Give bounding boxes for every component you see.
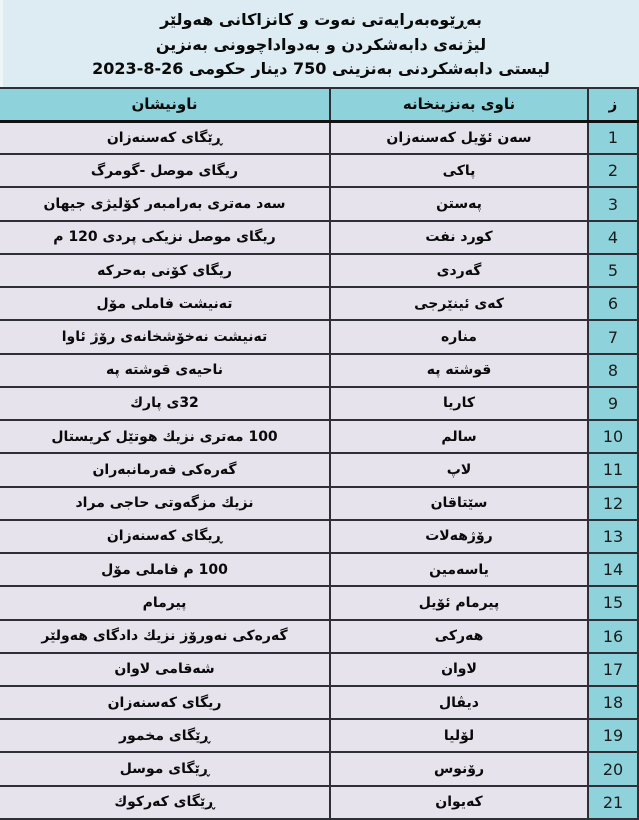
address-cell: شەقامی لاوان bbox=[0, 653, 330, 686]
row-number-cell: 6 bbox=[588, 287, 638, 320]
table-row bbox=[0, 154, 638, 187]
station-name-cell: کەیوان bbox=[330, 786, 588, 819]
address-cell: تەنیشت نەخۆشخانەی رۆژ ئاوا bbox=[0, 320, 330, 353]
table-row bbox=[0, 453, 638, 486]
address-cell: تەنیشت فاملی مۆل bbox=[0, 287, 330, 320]
row-number-cell: 15 bbox=[588, 586, 638, 619]
row-number-cell: 1 bbox=[588, 121, 638, 154]
address-cell: نزیك مزگەوتی حاجی مراد bbox=[0, 487, 330, 520]
title-committee: لیژنەی دابەشکردن و بەدواداچوونی بەنزین bbox=[155, 34, 487, 54]
station-name-cell: دیڤال bbox=[330, 686, 588, 719]
address-cell: 100 مەتری نزیك هوتێل کریستال bbox=[0, 420, 330, 453]
station-name-cell: لاوان bbox=[330, 653, 588, 686]
title-list-date: لیستی دابەشکردنی بەنزینی 750 دینار حکومی 26-8-2023 bbox=[92, 59, 550, 79]
table-row bbox=[0, 121, 638, 154]
address-cell: ڕێگای کەرکوك bbox=[0, 786, 330, 819]
address-cell: ریگای کۆنی بەحرکە bbox=[0, 254, 330, 287]
table-row bbox=[0, 752, 638, 785]
row-number-cell: 5 bbox=[588, 254, 638, 287]
station-name-cell: قوشتە پە bbox=[330, 354, 588, 387]
table-row bbox=[0, 719, 638, 752]
station-name-cell: سالم bbox=[330, 420, 588, 453]
station-name-cell: پیرمام ئۆیل bbox=[330, 586, 588, 619]
address-cell: گەرەکی فەرمانبەران bbox=[0, 453, 330, 486]
column-header-index: ز bbox=[588, 88, 638, 121]
table-row bbox=[0, 254, 638, 287]
table-row bbox=[0, 387, 638, 420]
address-cell: پیرمام bbox=[0, 586, 330, 619]
table-row bbox=[0, 653, 638, 686]
station-name-cell: سەن ئۆیل کەسنەزان bbox=[330, 121, 588, 154]
station-name-cell: مناره bbox=[330, 320, 588, 353]
address-cell: 100 م فاملی مۆل bbox=[0, 553, 330, 586]
document-header bbox=[0, 0, 639, 87]
row-number-cell: 7 bbox=[588, 320, 638, 353]
table-row bbox=[0, 187, 638, 220]
table-row bbox=[0, 686, 638, 719]
address-cell: ریگای موصل -گومرگ bbox=[0, 154, 330, 187]
table-row bbox=[0, 354, 638, 387]
table-header-row bbox=[0, 88, 638, 121]
table-row bbox=[0, 420, 638, 453]
row-number-cell: 19 bbox=[588, 719, 638, 752]
address-cell: ڕێگای مخمور bbox=[0, 719, 330, 752]
row-number-cell: 18 bbox=[588, 686, 638, 719]
station-name-cell: لاپ bbox=[330, 453, 588, 486]
table-row bbox=[0, 287, 638, 320]
row-number-cell: 10 bbox=[588, 420, 638, 453]
address-cell: 32ی پارك bbox=[0, 387, 330, 420]
title-directorate: بەڕێوەبەرایەتی نەوت و کانزاکانی هەولێر bbox=[160, 10, 482, 30]
address-cell: گەرەکی نەورۆز نزیك دادگای هەولێر bbox=[0, 620, 330, 653]
station-name-cell: لۆلیا bbox=[330, 719, 588, 752]
table-row bbox=[0, 221, 638, 254]
row-number-cell: 17 bbox=[588, 653, 638, 686]
row-number-cell: 16 bbox=[588, 620, 638, 653]
station-name-cell: هەرکی bbox=[330, 620, 588, 653]
station-name-cell: کورد نفت bbox=[330, 221, 588, 254]
address-cell: ریگای موصل نزیکی پردی 120 م bbox=[0, 221, 330, 254]
table-row bbox=[0, 786, 638, 819]
table-row bbox=[0, 320, 638, 353]
stations-table bbox=[0, 87, 639, 820]
address-cell: ریگای کەسنەزان bbox=[0, 686, 330, 719]
station-name-cell: رۆژهەلات bbox=[330, 520, 588, 553]
station-name-cell: یاسەمین bbox=[330, 553, 588, 586]
table-row bbox=[0, 553, 638, 586]
station-name-cell: کاریا bbox=[330, 387, 588, 420]
address-cell: ناحیەی قوشتە پە bbox=[0, 354, 330, 387]
table-row bbox=[0, 487, 638, 520]
address-cell: سەد مەتری بەرامبەر کۆلیژی جیهان bbox=[0, 187, 330, 220]
station-name-cell: پەستن bbox=[330, 187, 588, 220]
row-number-cell: 4 bbox=[588, 221, 638, 254]
table-row bbox=[0, 620, 638, 653]
row-number-cell: 12 bbox=[588, 487, 638, 520]
row-number-cell: 13 bbox=[588, 520, 638, 553]
station-name-cell: کەی ئینێرجی bbox=[330, 287, 588, 320]
row-number-cell: 8 bbox=[588, 354, 638, 387]
row-number-cell: 14 bbox=[588, 553, 638, 586]
row-number-cell: 2 bbox=[588, 154, 638, 187]
column-header-station: ناوی بەنزینخانە bbox=[330, 88, 588, 121]
table-row bbox=[0, 586, 638, 619]
row-number-cell: 20 bbox=[588, 752, 638, 785]
address-cell: ڕێگای موسل bbox=[0, 752, 330, 785]
station-name-cell: گەردی bbox=[330, 254, 588, 287]
address-cell: ڕیگای کەسنەزان bbox=[0, 520, 330, 553]
table-row bbox=[0, 520, 638, 553]
station-name-cell: رۆنوس bbox=[330, 752, 588, 785]
row-number-cell: 11 bbox=[588, 453, 638, 486]
row-number-cell: 21 bbox=[588, 786, 638, 819]
row-number-cell: 9 bbox=[588, 387, 638, 420]
station-name-cell: سێتاقان bbox=[330, 487, 588, 520]
column-header-address: ناونیشان bbox=[0, 88, 330, 121]
station-name-cell: پاکی bbox=[330, 154, 588, 187]
address-cell: ڕێگای کەسنەزان bbox=[0, 121, 330, 154]
row-number-cell: 3 bbox=[588, 187, 638, 220]
